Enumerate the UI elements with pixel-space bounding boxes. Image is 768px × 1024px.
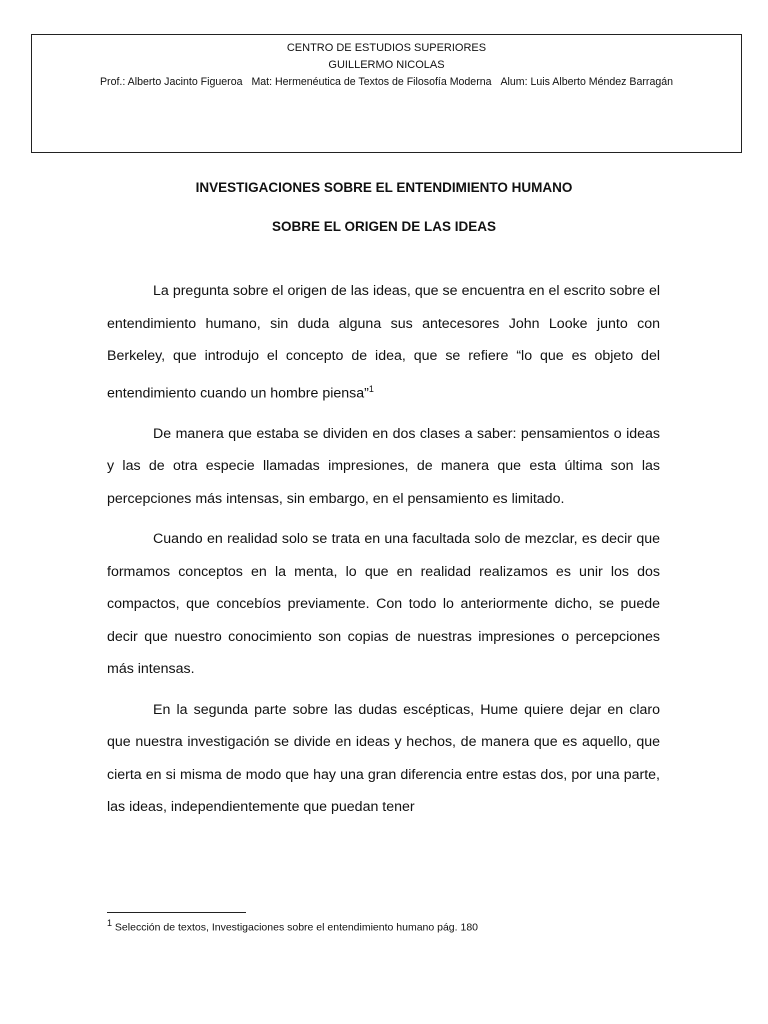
footnote-text: Selección de textos, Investigaciones sobre el entendimiento humano pág. 180 [112, 921, 479, 934]
footnote-reference: 1 [368, 383, 374, 394]
paragraph-3: Cuando en realidad solo se trata en una facultada solo de mezclar, es decir que formamos conceptos en la menta, lo que en realidad realizamos es unir los dos compactos, que concebíos previamente. Con todo lo anteriormente dicho, se puede decir que nuestro conocimiento son copias de nuestras impresiones o percepciones más intensas. [107, 531, 660, 678]
student-label: Alum: Luis Alberto Méndez Barragán [500, 76, 674, 88]
professor-label: Prof.: Alberto Jacinto Figueroa [99, 76, 243, 88]
document-title: INVESTIGACIONES SOBRE EL ENTENDIMIENTO HUMANO [195, 180, 573, 195]
header-box [31, 34, 742, 153]
footnote [107, 918, 478, 934]
footnote-marker: 1 [107, 918, 113, 928]
course-info-line [32, 74, 741, 91]
paragraph-4: En la segunda parte sobre las dudas escépticas, Hume quiere dejar en claro que nuestra investigación se divide en ideas y hechos, de manera que es aquello, que cierta en si misma de modo que hay una gran diferencia entre estas dos, por una parte, las ideas, independientemente que puedan tener [107, 701, 660, 816]
document-subtitle: SOBRE EL ORIGEN DE LAS IDEAS [271, 219, 497, 234]
paragraph-1: La pregunta sobre el origen de las ideas, que se encuentra en el escrito sobre el entendimiento humano, sin duda alguna sus antecesores John Looke junto con Berkeley, que introdujo el concepto de idea, que se refiere “lo que es objeto del entendimiento cuando un hombre piensa”$^1$ [107, 283, 660, 402]
body-text [107, 275, 660, 832]
institution-subname: GUILLERMO NICOLAS [328, 59, 445, 71]
paragraph-2: De manera que estaba se dividen en dos clases a saber: pensamientos o ideas y las de otra especie llamadas impresiones, de manera que esta última son las percepciones más intensas, sin embargo, en el pensamiento es limitado. [107, 425, 660, 507]
subject-label: Mat: Hermenéutica de Textos de Filosofía Moderna [251, 76, 492, 88]
institution-name: CENTRO DE ESTUDIOS SUPERIORES [286, 42, 487, 54]
footnote-separator [107, 912, 246, 913]
